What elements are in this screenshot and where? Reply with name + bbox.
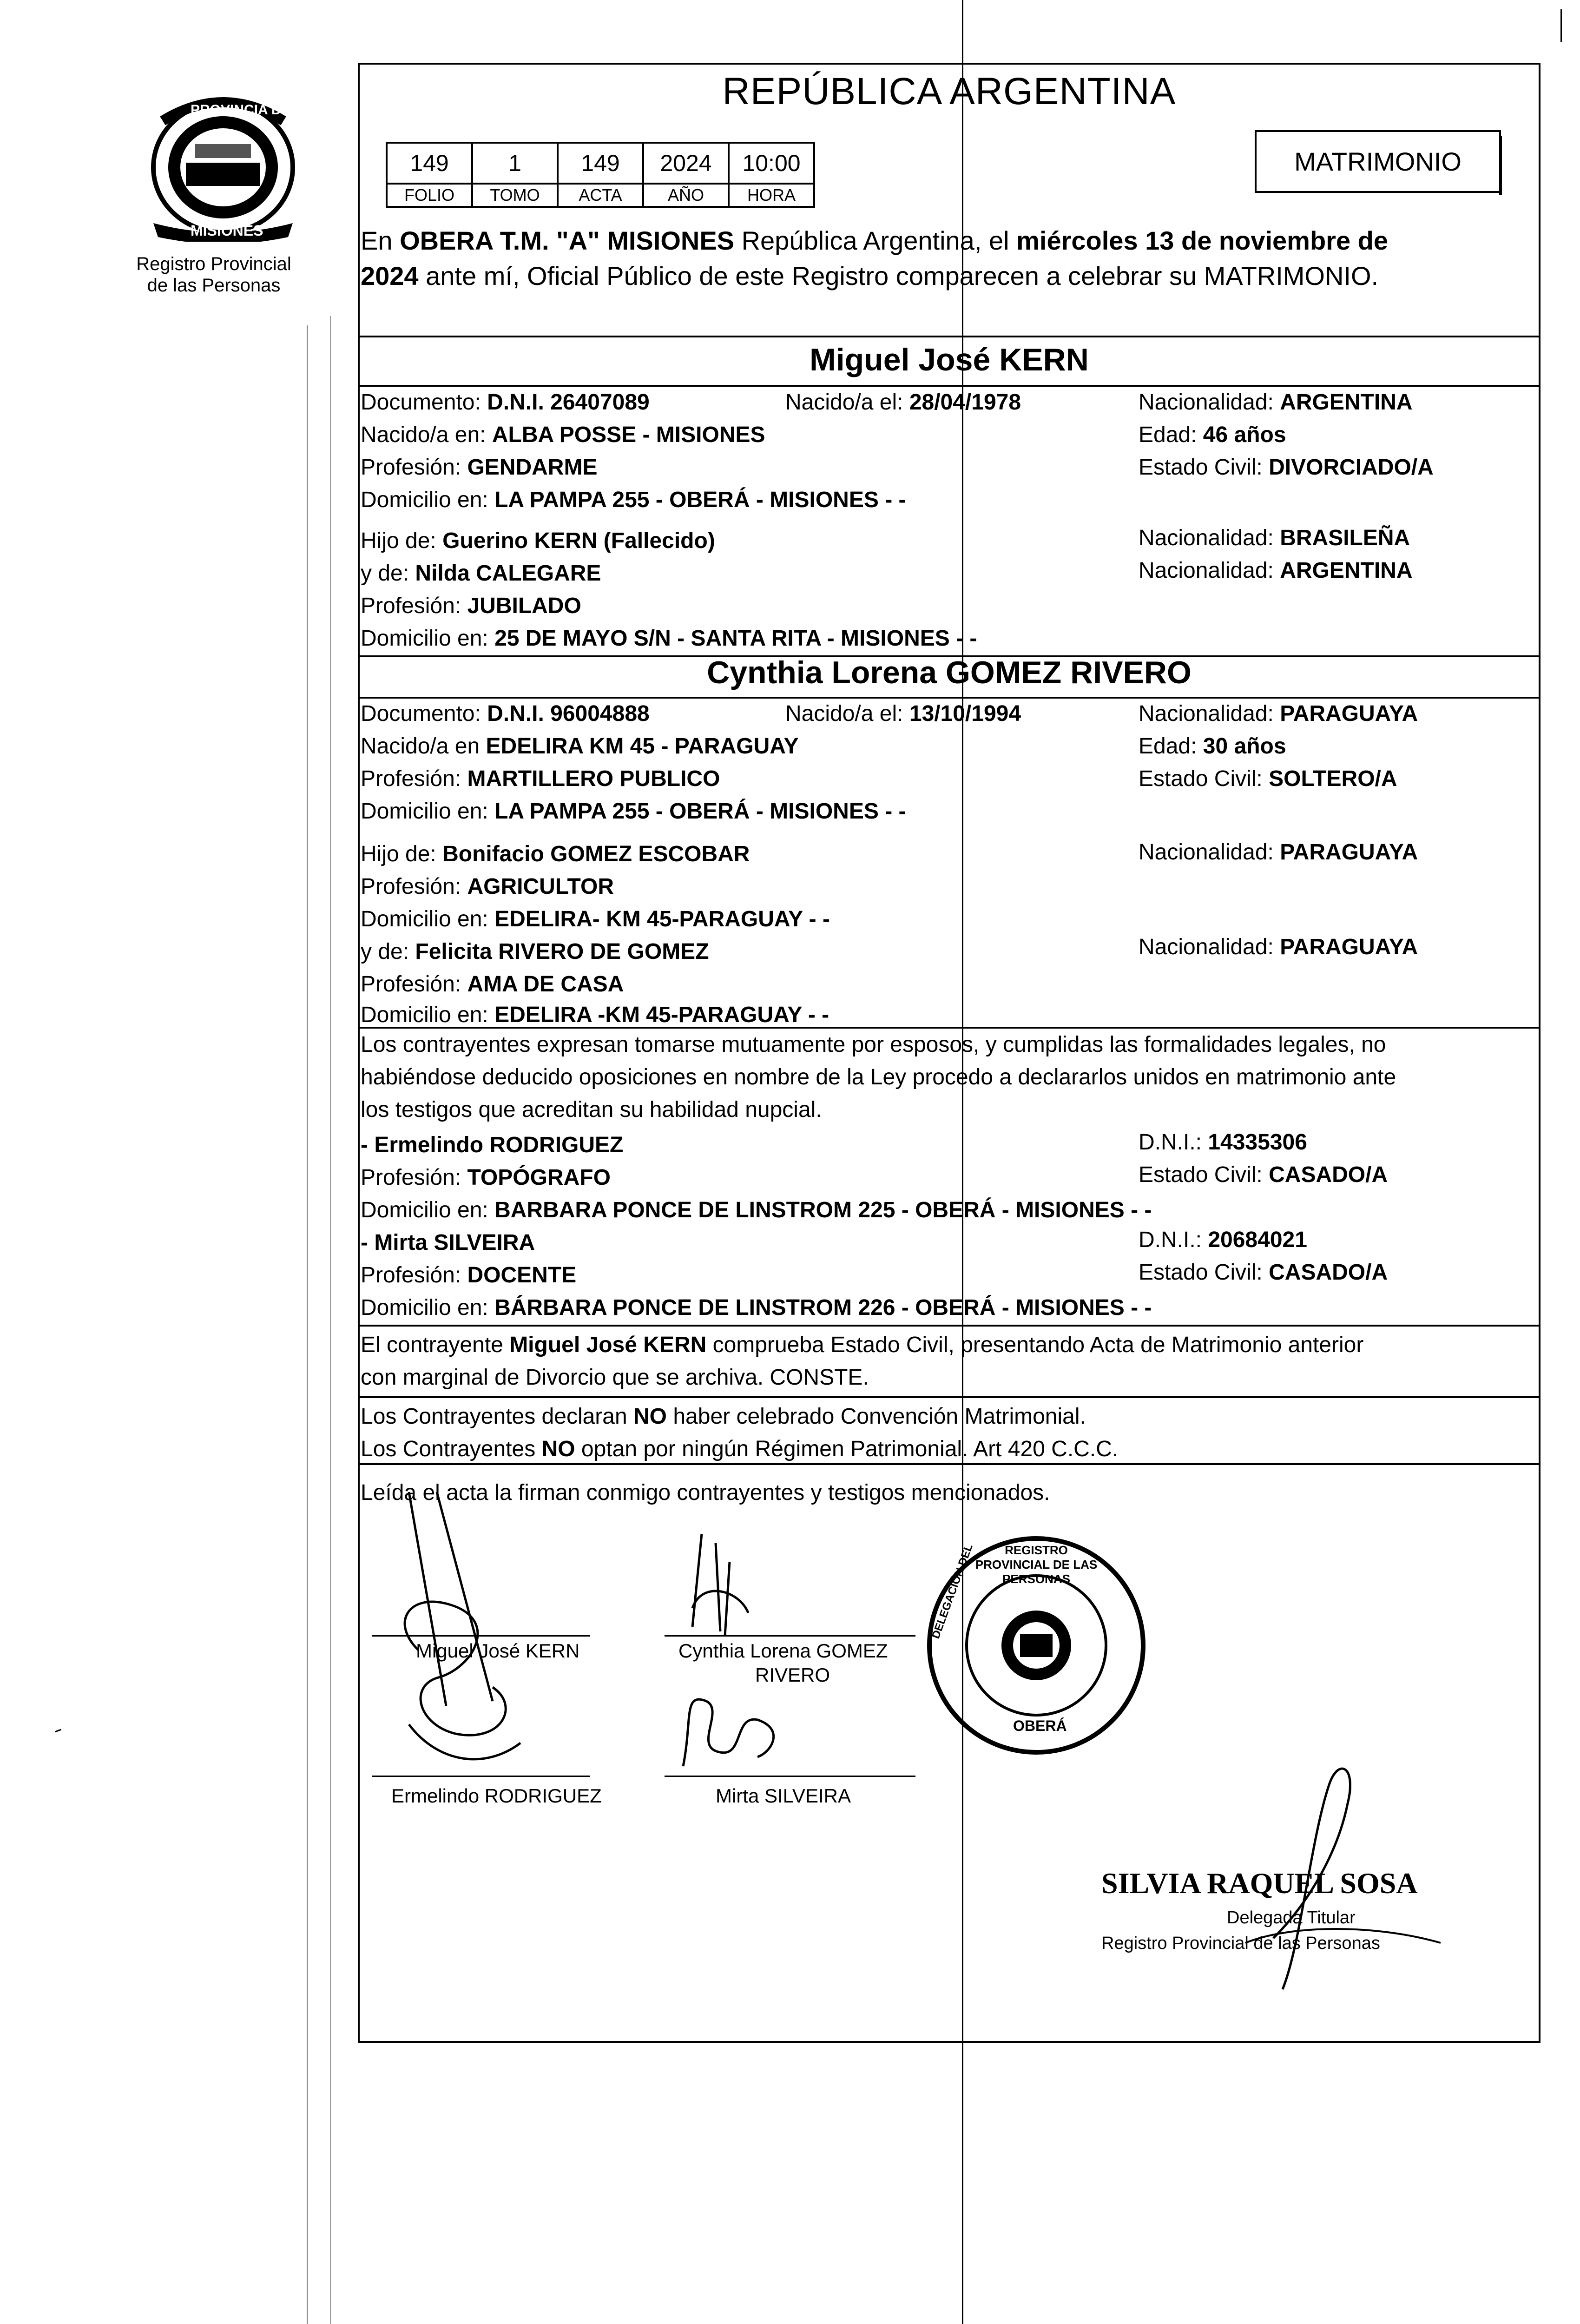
divider [358,1325,1540,1327]
bride-mother-nationality: Nacionalidad: PARAGUAYA [1139,935,1418,959]
margin-mark [1560,9,1562,42]
witness-2-address: Domicilio en: BÁRBARA PONCE DE LINSTROM 226 - OBERÁ - MISIONES - - [361,1295,1152,1320]
intro-line-2: 2024 ante mí, Oficial Público de este Registro comparecen a celebrar su MATRIMONIO. [361,261,1379,290]
civil-status-note-2: con marginal de Divorcio que se archiva. CONSTE. [361,1365,869,1390]
province-emblem [135,88,311,242]
groom-address: Domicilio en: LA PAMPA 255 - OBERÁ - MISIONES - - [361,488,906,512]
witness-1-name: - Ermelindo RODRIGUEZ [361,1133,624,1157]
document-title: REPÚBLICA ARGENTINA [722,70,1176,112]
groom-profession: Profesión: GENDARME [361,455,598,480]
hora-label: HORA [729,184,814,207]
official-office: Registro Provincial de las Personas [1101,1934,1380,1953]
witness-2-civil-status: Estado Civil: CASADO/A [1139,1260,1388,1285]
divider [358,336,1540,337]
civil-status-note: El contrayente Miguel José KERN comprueba Estado Civil, presentando Acta de Matrimonio anterior [361,1333,1364,1357]
emblem-bottom-text: MISIONES [191,222,263,239]
divider [358,1396,1540,1398]
registry-label-line: Registro Provincial [136,254,291,274]
convention-line-2: Los Contrayentes NO optan por ningún Régimen Patrimonial. Art 420 C.C.C. [361,1437,1119,1461]
bride-birthplace: Nacido/a en EDELIRA KM 45 - PARAGUAY [361,734,799,759]
seal-bottom-text: OBERÁ [1013,1717,1067,1734]
witness-2-profession: Profesión: DOCENTE [361,1263,577,1287]
witness-1-civil-status: Estado Civil: CASADO/A [1139,1162,1388,1187]
tomo-label: TOMO [472,184,558,207]
groom-document: Documento: D.N.I. 26407089 [361,390,650,415]
hora-value: 10:00 [729,143,814,184]
groom-birth-date: Nacido/a el: 28/04/1978 [785,390,1021,415]
registry-label [116,253,311,296]
bride-profession: Profesión: MARTILLERO PUBLICO [361,766,720,791]
bride-mother: y de: Felicita RIVERO DE GOMEZ [361,939,709,964]
groom-parents-profession: Profesión: JUBILADO [361,594,581,618]
tomo-value: 1 [472,143,558,184]
stray-mark [55,1729,61,1733]
declaration-line: los testigos que acreditan su habilidad nupcial. [361,1097,822,1122]
groom-civil-status: Estado Civil: DIVORCIADO/A [1139,455,1434,480]
signature-bride-icon [665,1534,888,1794]
signature-bride-name-2: RIVERO [755,1664,830,1686]
groom-nationality: Nacionalidad: ARGENTINA [1139,390,1413,415]
anio-value: 2024 [643,143,729,184]
record-type-box: MATRIMONIO [1255,130,1501,193]
divider [358,1027,1540,1029]
official-seal [925,1534,1148,1757]
official-title: Delegada Titular [1227,1908,1356,1928]
bride-address: Domicilio en: LA PAMPA 255 - OBERÁ - MISIONES - - [361,799,906,824]
groom-name-header: Miguel José KERN [810,342,1089,377]
signature-groom-name: Miguel José KERN [416,1640,580,1662]
bride-document: Documento: D.N.I. 96004888 [361,701,650,726]
registry-label-line: de las Personas [147,275,281,296]
witness-1-dni: D.N.I.: 14335306 [1139,1130,1307,1155]
folio-label: FOLIO [387,184,472,207]
seal-outer-text: REGISTRO PROVINCIAL DE LAS PERSONAS [975,1543,1098,1586]
witness-1-profession: Profesión: TOPÓGRAFO [361,1165,611,1190]
groom-father: Hijo de: Guerino KERN (Fallecido) [361,528,715,553]
record-reference-table [386,142,815,208]
bride-mother-address: Domicilio en: EDELIRA -KM 45-PARAGUAY - - [361,1003,830,1027]
acta-label: ACTA [558,184,643,207]
groom-father-nationality: Nacionalidad: BRASILEÑA [1139,526,1410,550]
signature-witness-1-name: Ermelindo RODRIGUEZ [391,1785,602,1807]
bride-father-address: Domicilio en: EDELIRA- KM 45-PARAGUAY - - [361,907,830,931]
closing-statement: Leída el acta la firman conmigo contrayentes y testigos mencionados. [361,1480,1050,1505]
bride-father: Hijo de: Bonifacio GOMEZ ESCOBAR [361,842,750,866]
groom-parents-address: Domicilio en: 25 DE MAYO S/N - SANTA RITA - MISIONES - - [361,626,977,651]
intro-line-1: En OBERA T.M. "A" MISIONES República Argentina, el miércoles 13 de noviembre de [361,226,1389,255]
groom-mother-nationality: Nacionalidad: ARGENTINA [1139,558,1413,583]
folio-value: 149 [387,143,472,184]
groom-mother: y de: Nilda CALEGARE [361,561,601,586]
anio-label: AÑO [643,184,729,207]
intro-place: OBERA T.M. "A" MISIONES [400,226,735,255]
emblem-top-text: PROVINCIA DE [191,102,291,118]
margin-line [307,325,308,2324]
declaration-line: habiéndose deducido oposiciones en nombre de la Ley procedo a declararlos unidos en matrimonio ante [361,1065,1396,1089]
declaration-line: Los contrayentes expresan tomarse mutuamente por esposos, y cumplidas las formalidades legales, no [361,1032,1386,1057]
seal-left-text: DELEGACIÓN DEL [929,1542,975,1641]
bride-civil-status: Estado Civil: SOLTERO/A [1139,766,1397,791]
bride-mother-profession: Profesión: AMA DE CASA [361,972,624,997]
intro-date: miércoles 13 de noviembre de [1016,226,1389,255]
acta-value: 149 [558,143,643,184]
witness-2-name: - Mirta SILVEIRA [361,1230,535,1255]
margin-line [330,316,331,2324]
divider [358,1463,1540,1465]
bride-father-profession: Profesión: AGRICULTOR [361,874,614,899]
signature-bride-name: Cynthia Lorena GOMEZ [678,1640,888,1662]
bride-name-header: Cynthia Lorena GOMEZ RIVERO [707,655,1192,690]
bride-age: Edad: 30 años [1139,734,1286,759]
signature-witness-2-name: Mirta SILVEIRA [716,1785,851,1807]
groom-birthplace: Nacido/a en: ALBA POSSE - MISIONES [361,423,765,447]
bride-birth-date: Nacido/a el: 13/10/1994 [785,701,1021,726]
groom-age: Edad: 46 años [1139,423,1286,447]
signature-groom-icon [381,1483,604,1780]
bride-nationality: Nacionalidad: PARAGUAYA [1139,701,1418,726]
bride-father-nationality: Nacionalidad: PARAGUAYA [1139,840,1418,865]
witness-1-address: Domicilio en: BARBARA PONCE DE LINSTROM 225 - OBERÁ - MISIONES - - [361,1198,1152,1222]
official-name: SILVIA RAQUEL SOSA [1101,1867,1418,1900]
witness-2-dni: D.N.I.: 20684021 [1139,1228,1307,1252]
convention-line-1: Los Contrayentes declaran NO haber celebrado Convención Matrimonial. [361,1404,1086,1429]
